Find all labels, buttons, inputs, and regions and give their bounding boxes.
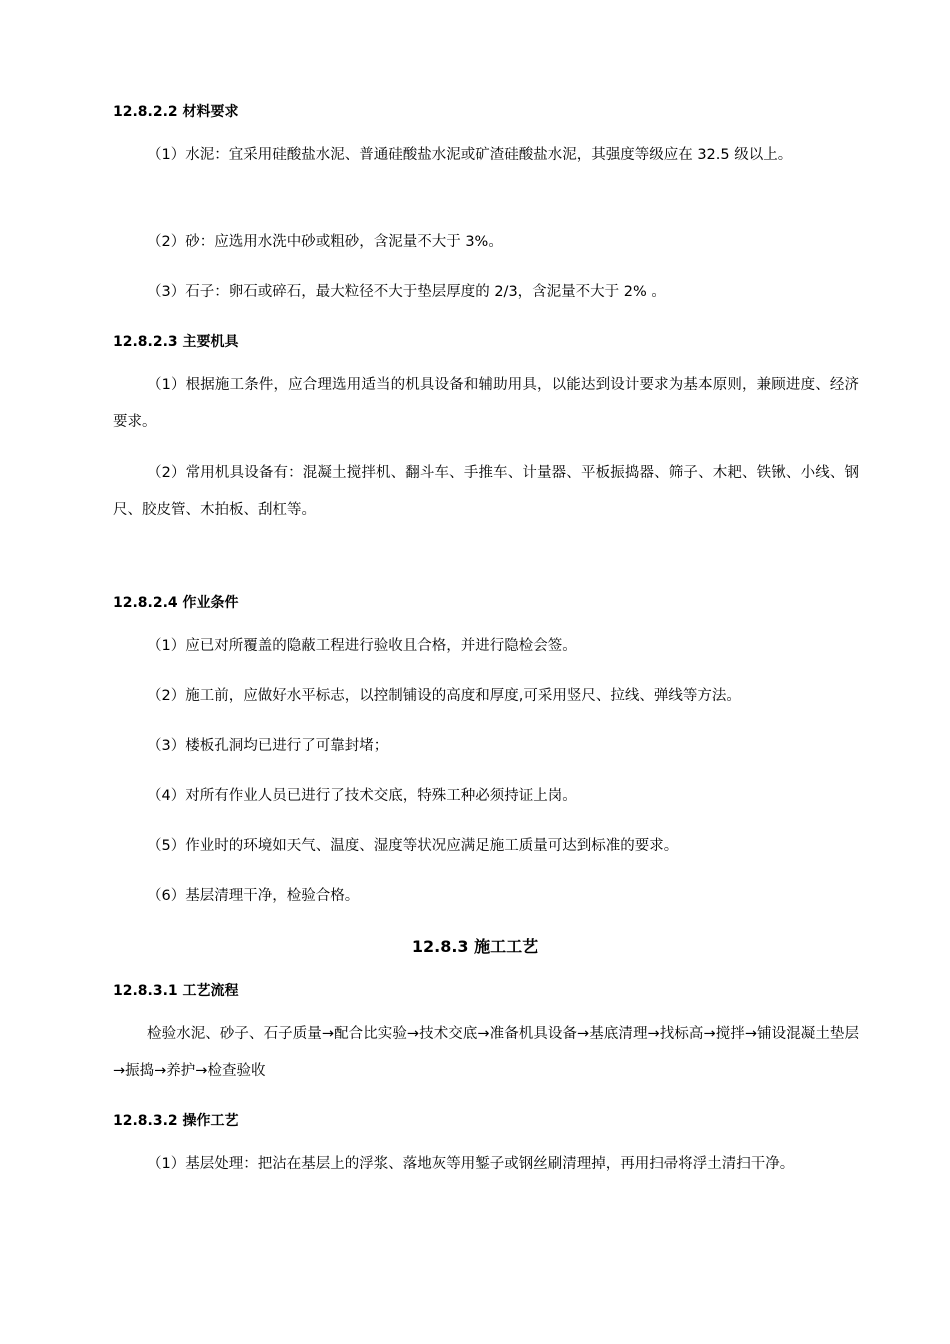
paragraph-cement: （1）水泥：宜采用硅酸盐水泥、普通硅酸盐水泥或矿渣硅酸盐水泥，其强度等级应在 32.5 级以上。	[147, 147, 793, 163]
paragraph-stone: （3）石子：卵石或碎石，最大粒径不大于垫层厚度的 2/3，含泥量不大于 2% 。	[147, 284, 666, 300]
heading-12-8-3: 12.8.3 施工工艺	[411, 937, 539, 956]
paragraph-condition-6: （6）基层清理干净，检验合格。	[147, 888, 360, 904]
paragraph-condition-3: （3）楼板孔洞均已进行了可靠封堵；	[147, 738, 389, 754]
heading-12-8-2-4: 12.8.2.4 作业条件	[113, 595, 239, 611]
heading-12-8-2-3: 12.8.2.3 主要机具	[113, 334, 239, 350]
paragraph-condition-4: （4）对所有作业人员已进行了技术交底，特殊工种必须持证上岗。	[147, 788, 577, 804]
paragraph-condition-2: （2）施工前，应做好水平标志，以控制铺设的高度和厚度,可采用竖尺、拉线、弹线等方法。	[147, 688, 741, 704]
paragraph-sand: （2）砂：应选用水洗中砂或粗砂，含泥量不大于 3%。	[147, 234, 503, 250]
paragraph-equipment-selection: （1）根据施工条件，应合理选用适当的机具设备和辅助用具，以能达到设计要求为基本原则，兼顾进度、经济要求。	[113, 377, 859, 430]
paragraph-process-flow: 检验水泥、砂子、石子质量→配合比实验→技术交底→准备机具设备→基底清理→找标高→搅拌→铺设混凝土垫层→振捣→养护→检查验收	[113, 1026, 859, 1079]
heading-12-8-2-2: 12.8.2.2 材料要求	[113, 104, 239, 120]
heading-12-8-3-1: 12.8.3.1 工艺流程	[113, 983, 239, 999]
heading-12-8-3-2: 12.8.3.2 操作工艺	[113, 1113, 239, 1129]
paragraph-equipment-list: （2）常用机具设备有：混凝土搅拌机、翻斗车、手推车、计量器、平板振捣器、筛子、木耙、铁锹、小线、钢尺、胶皮管、木拍板、刮杠等。	[113, 465, 859, 518]
paragraph-condition-5: （5）作业时的环境如天气、温度、湿度等状况应满足施工质量可达到标准的要求。	[147, 838, 679, 854]
paragraph-base-treatment: （1）基层处理：把沾在基层上的浮浆、落地灰等用錾子或钢丝刷清理掉，再用扫帚将浮土清扫干净。	[147, 1156, 795, 1172]
paragraph-condition-1: （1）应已对所覆盖的隐蔽工程进行验收且合格，并进行隐检会签。	[147, 638, 577, 654]
